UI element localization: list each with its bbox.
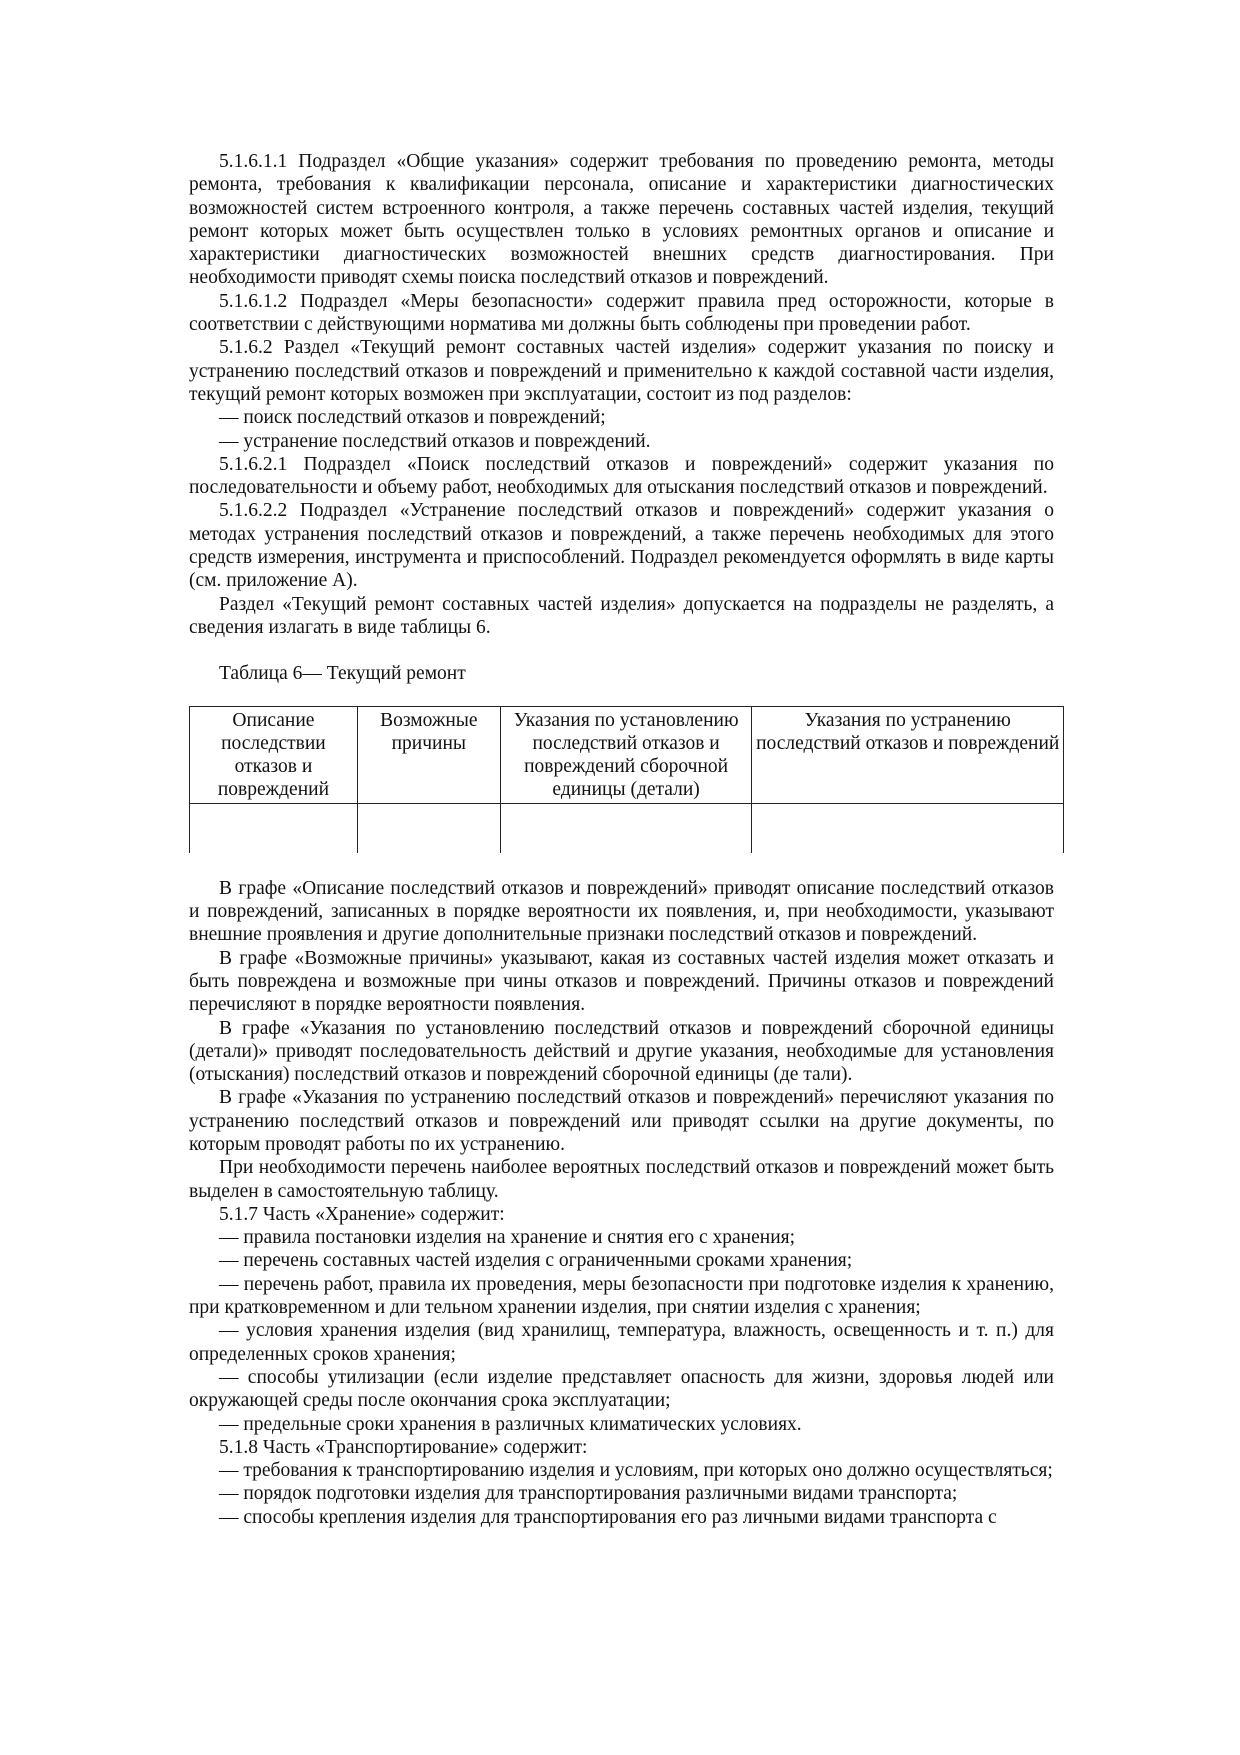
paragraph-5-1-6-2-1: 5.1.6.2.1 Подраздел «Поиск последствий отказов и повреждений» содержит указания по последовательности и объему работ, необходимых для отыскания последствий отказов и повреждений. (189, 453, 1054, 499)
paragraph-column-detection: В графе «Указания по установлению последствий отказов и повреждений сборочной единицы (детали)» приводят последовательность действий и другие указания, необходимые для установления (отыскания) последствий отказов и повреждений сборочной единицы (де тали). (189, 1017, 1054, 1086)
list-item: — требования к транспортированию изделия и условиям, при которых оно должно осуществляться; (219, 1460, 1053, 1482)
paragraph-5-1-8: 5.1.8 Часть «Транспортирование» содержит: (219, 1436, 588, 1458)
paragraph-5-1-7: 5.1.7 Часть «Хранение» содержит: (219, 1203, 505, 1225)
spacer (189, 639, 1054, 662)
list-item: — правила постановки изделия на хранение и снятия его с хранения; (219, 1227, 796, 1249)
list-item: — устранение последствий отказов и повреждений. (219, 430, 651, 452)
repair-table (189, 706, 1064, 853)
paragraph-5-1-6-2: 5.1.6.2 Раздел «Текущий ремонт составных частей изделия» содержит указания по поиску и устранению последствий отказов и повреждений и применительно к каждой составной части изделия, текущий ремонт которых возможен при эксплуатации, состоит из под разделов: (189, 337, 1054, 405)
document-page (189, 150, 1060, 1529)
paragraph-column-description: В графе «Описание последствий отказов и повреждений» приводят описание последствий отказов и повреждений, записанных в порядке вероятности их появления, и, при необходимости, указывают внешние проявления и другие дополнительные признаки последствий отказов и повреждений. (189, 877, 1054, 946)
list-item: — перечень работ, правила их проведения, меры безопасности при подготовке изделия к хранению, при кратковременном и дли тельном хранении изделия, при снятии изделия с хранения; (189, 1273, 1054, 1319)
list-item: — порядок подготовки изделия для транспортирования различными видами транспорта; (219, 1483, 958, 1505)
table-cell (752, 803, 1064, 853)
table-header-cell: Описание последствии отказов и повреждений (190, 706, 358, 803)
table-cell (500, 803, 752, 853)
list-item: — предельные сроки хранения в различных климатических условиях. (219, 1413, 802, 1435)
paragraph-5-1-6-1-1: 5.1.6.1.1 Подраздел «Общие указания» содержит требования по проведению ремонта, методы ремонта, требования к квалификации персонала, описание и характеристики диагностических возможностей систем встроенного контроля, а также перечень составных частей изделия, текущий ремонт которых может быть осуществлен только в условиях ремонтных органов и описание и характеристики диагностических возможностей внешних средств диагностирования. При необходимости приводят схемы поиска последствий отказов и повреждений. (189, 151, 1054, 289)
table-caption: Таблица 6— Текущий ремонт (219, 663, 466, 685)
paragraph-5-1-6-2-2: 5.1.6.2.2 Подраздел «Устранение последствий отказов и повреждений» содержит указания о методах устранения последствий отказов и повреждений, а также перечень необходимых для этого средств измерения, инструмента и приспособлений. Подраздел рекомендуется оформлять в виде карты (см. приложение А). (189, 500, 1054, 592)
table-header-row (190, 706, 1064, 803)
table-cell (357, 803, 500, 853)
table-header-cell: Указания по устранению последствий отказов и повреждений (752, 706, 1064, 803)
paragraph-column-elimination: В графе «Указания по устранению последствий отказов и повреждений» перечисляют указания по устранению последствий отказов и повреждений или приводят ссылки на другие документы, по которым проводят работы по их устранению. (189, 1087, 1054, 1155)
list-item: — способы утилизации (если изделие представляет опасность для жизни, здоровья людей или окружающей среды после окончания срока эксплуатации; (189, 1366, 1054, 1412)
list-item: — поиск последствий отказов и повреждений; (219, 407, 606, 429)
paragraph-separate-table: При необходимости перечень наиболее вероятных последствий отказов и повреждений может быть выделен в самостоятельную таблицу. (189, 1157, 1054, 1202)
table-header-cell: Указания по установлению последствий отказов и повреждений сборочной единицы (детали) (500, 706, 752, 803)
table-header-cell: Возможные причины (357, 706, 500, 803)
list-item: — перечень составных частей изделия с ограниченными сроками хранения; (219, 1250, 853, 1272)
paragraph-column-causes: В графе «Возможные причины» указывают, какая из составных частей изделия может отказать и быть повреждена и возможные при чины отказов и повреждений. Причины отказов и повреждений перечисляют в порядке вероятности появления. (189, 947, 1054, 1016)
paragraph-table-note: Раздел «Текущий ремонт составных частей изделия» допускается на подразделы не разделять, а сведения излагать в виде таблицы 6. (189, 593, 1054, 638)
list-item: — условия хранения изделия (вид хранилищ, температура, влажность, освещенность и т. п.) для определенных сроков хранения; (189, 1320, 1054, 1365)
paragraph-5-1-6-1-2: 5.1.6.1.2 Подраздел «Меры безопасности» содержит правила пред осторожности, которые в соответствии с действующими норматива ми должны быть соблюдены при проведении работ. (189, 290, 1054, 336)
list-item: — способы крепления изделия для транспортирования его раз личными видами транспорта с (219, 1506, 997, 1528)
table-row (190, 803, 1064, 853)
table-cell (190, 803, 358, 853)
